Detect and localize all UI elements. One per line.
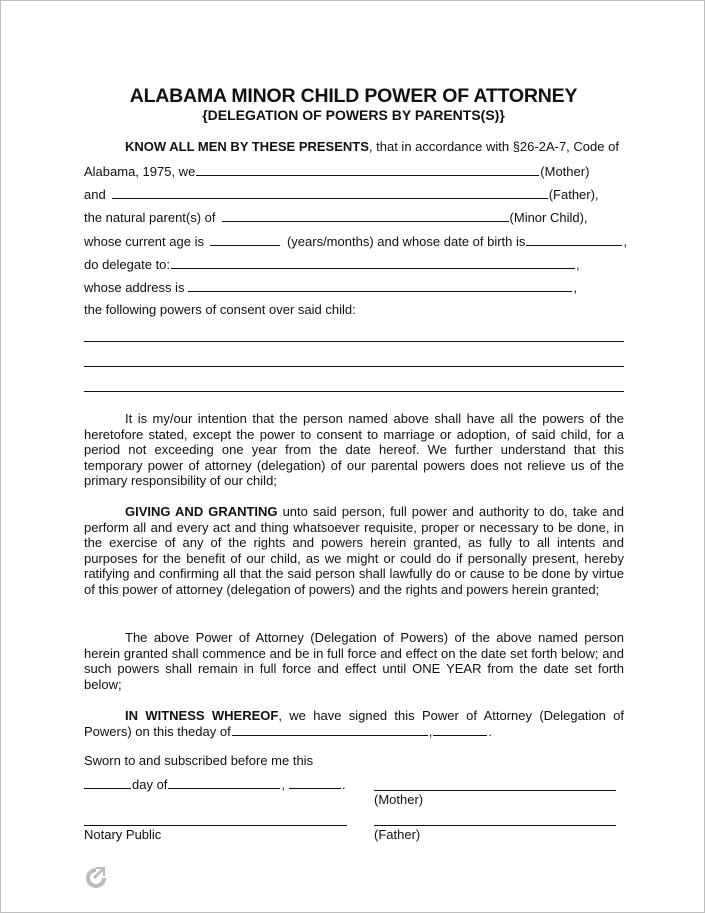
witness-year-field[interactable] (433, 723, 487, 736)
witness-line-1 (84, 708, 624, 724)
intro-line (125, 139, 619, 155)
powers-field-3[interactable] (84, 391, 624, 392)
minor-child-field[interactable] (222, 209, 509, 222)
date-of-birth-field[interactable] (526, 233, 622, 246)
age-line (84, 233, 627, 250)
notary-period: . (342, 777, 346, 792)
natural-parents-label: the natural parent(s) of (84, 210, 216, 225)
comma-label: , (623, 234, 628, 249)
giving-granting-paragraph (84, 504, 624, 598)
mother-name-field[interactable] (196, 163, 539, 176)
document-title: ALABAMA MINOR CHILD POWER OF ATTORNEY (129, 85, 578, 107)
intro-bold: KNOW ALL MEN BY THESE PRESENTS (125, 139, 369, 154)
father-signature-label: (Father) (374, 827, 421, 842)
witness-comma: , (428, 724, 433, 739)
comma-label: , (576, 257, 580, 272)
mother-line (84, 163, 589, 180)
giving-text: unto said person, full power and authority to do, take and perform all and every act and thing whatsoever requisite, proper or necessary to be done, in the exercise of any of the rights and powers herein granted, as fully to all intents and purposes for the benefit of our child, as we might or could do if personally present, hereby ratifying and confirming all that the said person shall lawfully do or cause to be done by virtue of this power of attorney (delegation of powers) and the rights and powers herein granted; (84, 504, 624, 597)
notary-year-field[interactable] (289, 776, 341, 789)
witness-text: , we have signed this Power of Attorney (Delegation of (278, 708, 625, 723)
comma-label: , (573, 280, 578, 295)
sworn-label: Sworn to and subscribed before me this (84, 753, 314, 768)
witness-period: . (488, 724, 492, 739)
address-line (84, 279, 577, 296)
and-label: and (84, 187, 106, 202)
age-field[interactable] (210, 233, 280, 246)
delegate-line (84, 256, 580, 273)
document-subtitle: {DELEGATION OF POWERS BY PARENTS(S)} (202, 107, 505, 123)
witness-on-this-label: Powers) on this the (84, 724, 196, 739)
witness-day-of-label: day of (195, 724, 231, 739)
address-label: whose address is (84, 280, 185, 295)
intention-paragraph: It is my/our intention that the person named above shall have all the powers of the heretofore stated, except the power to consent to marriage or adoption, of said child, for a period not exceeding one year from the date hereof. We further understand that this temporary power of attorney (delegation) of our parental powers does not relieve us of the primary responsibility of our child; (84, 411, 624, 489)
powers-field-1[interactable] (84, 341, 624, 342)
mother-signature-field[interactable] (374, 790, 616, 791)
address-field[interactable] (188, 279, 572, 292)
minor-child-label: (Minor Child), (509, 210, 588, 225)
notary-day-of-label: day of (132, 777, 168, 792)
witness-month-field[interactable] (232, 723, 428, 736)
delegate-to-label: do delegate to: (84, 257, 171, 272)
delegate-name-field[interactable] (171, 256, 575, 269)
father-line (84, 186, 599, 203)
powers-field-2[interactable] (84, 366, 624, 367)
intro-text: , that in accordance with §26-2A-7, Code of (368, 139, 619, 154)
father-name-field[interactable] (112, 186, 548, 199)
notary-month-field[interactable] (168, 776, 280, 789)
alabama-we-label: Alabama, 1975, we (84, 164, 196, 179)
father-signature-field[interactable] (374, 825, 616, 826)
witness-line-2 (84, 723, 492, 740)
current-age-label: whose current age is (84, 234, 204, 249)
years-months-label: (years/months) and whose date of birth is (286, 234, 526, 249)
notary-day-field[interactable] (84, 776, 131, 789)
arrow-refresh-icon (83, 865, 109, 891)
notary-date-line (84, 776, 346, 793)
notary-comma: , (281, 777, 286, 792)
above-paragraph: The above Power of Attorney (Delegation of Powers) of the above named person herein granted shall commence and be in full force and effect on the date set forth below; and such powers shall remain in full force and effect until ONE YEAR from the date set forth below; (84, 630, 624, 692)
mother-label: (Mother) (540, 164, 590, 179)
witness-bold: IN WITNESS WHEREOF (125, 708, 279, 723)
mother-signature-label: (Mother) (374, 792, 424, 807)
father-label: (Father), (548, 187, 599, 202)
powers-line: the following powers of consent over said child: (84, 302, 356, 317)
minor-child-line (84, 209, 588, 226)
notary-signature-field[interactable] (84, 825, 347, 826)
notary-public-label: Notary Public (84, 827, 162, 842)
giving-bold: GIVING AND GRANTING (125, 504, 278, 519)
